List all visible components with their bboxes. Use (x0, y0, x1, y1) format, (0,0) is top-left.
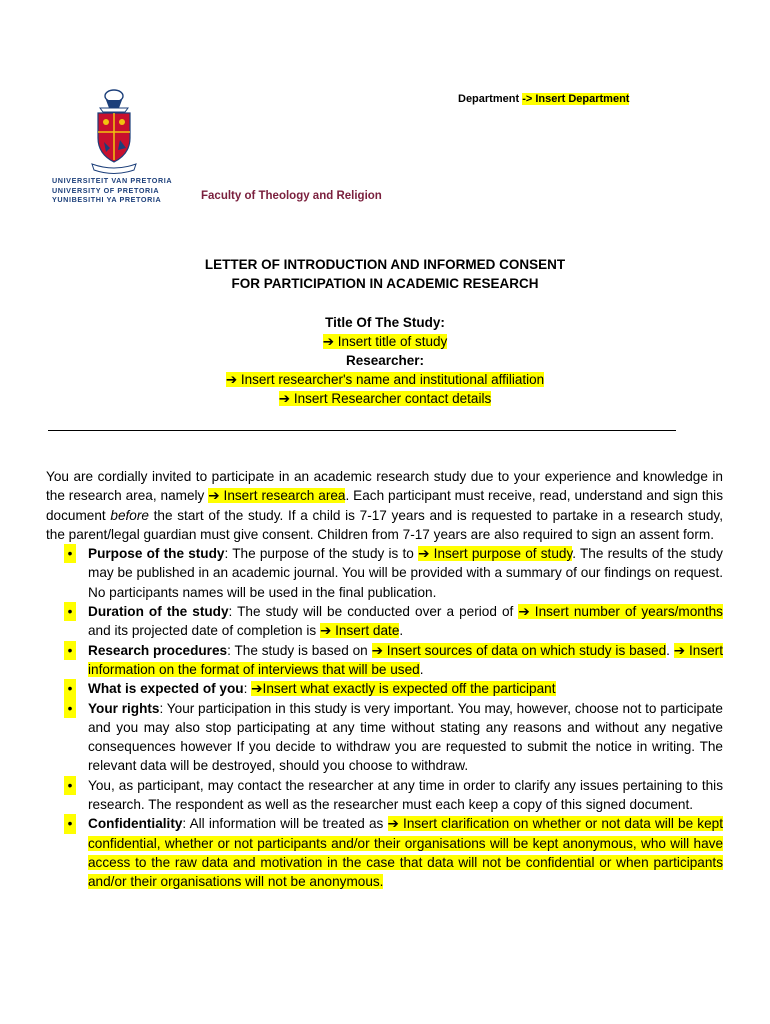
duration-text-2: and its projected date of completion is (88, 623, 320, 639)
expected-placeholder: ➔Insert what exactly is expected off the participant (251, 681, 556, 697)
bullet-marker: • (64, 544, 76, 563)
intro-text-2: . Each participant must receive, read, understand and sign this document (46, 488, 723, 523)
purpose-label: Purpose of the study (88, 546, 225, 562)
list-item-duration (46, 602, 723, 641)
confidentiality-label: Confidentiality (88, 816, 183, 832)
expected-label: What is expected of you (88, 681, 244, 697)
data-sources-placeholder: ➔ Insert sources of data on which study is based (371, 642, 667, 658)
researcher-label: Researcher: (345, 353, 425, 368)
study-title-line (48, 334, 722, 350)
list-item-procedures (46, 641, 723, 680)
university-name-afrikaans: UNIVERSITEIT VAN PRETORIA (52, 176, 173, 185)
interview-format-placeholder: ➔ Insert information on the format of interviews that will be used (88, 642, 723, 677)
bullet-marker: • (64, 679, 76, 698)
procedures-text-1: : The study is based on (227, 642, 372, 658)
study-title-placeholder: ➔ Insert title of study (322, 334, 448, 349)
bullet-marker: • (64, 602, 76, 621)
researcher-contact-placeholder: ➔ Insert Researcher contact details (278, 391, 492, 406)
bullet-marker: • (64, 641, 76, 660)
duration-placeholder: ➔ Insert number of years/months (518, 604, 723, 620)
rights-text: : Your participation in this study is very important. You may, however, choose not to participate and you may also stop participating at any time without stating any reasons and without any negative consequences however If you decide to withdraw you are requested to submit the notice in writing. The relevant data will be destroyed, should you choose to withdraw. (88, 700, 723, 774)
researcher-contact-line (48, 391, 722, 407)
letter-title-line1: LETTER OF INTRODUCTION AND INFORMED CONSENT (204, 257, 566, 272)
list-item-expected (46, 679, 723, 698)
faculty-name: Faculty of Theology and Religion (201, 190, 382, 202)
department-label: Department (458, 93, 523, 105)
coat-of-arms-icon (48, 78, 183, 178)
list-item-purpose (46, 544, 723, 602)
procedures-text-3: . (419, 661, 424, 677)
intro-text-3: the start of the study. If a child is 7-17 years and is requested to partake in a research study, the parent/legal guardian must give consent. Children from 7-17 years are also required to sign an assent form. (46, 507, 723, 542)
purpose-text-1: : The purpose of the study is to (224, 546, 419, 562)
list-item-rights (46, 699, 723, 776)
confidentiality-placeholder: ➔ Insert clarification on whether or not data will be kept confidential, whether or not participants and/or their organisations will be kept anonymous, who will have access to the raw data and motivation in the case that data will not be confidential or when participants and/or their organisations will not be anonymous. (88, 816, 723, 890)
list-item-contact (46, 776, 723, 815)
researcher-line (48, 372, 722, 388)
research-area-placeholder: ➔ Insert research area (208, 488, 346, 504)
intro-before-emphasis: before (110, 507, 149, 523)
rights-label: Your rights (88, 700, 160, 716)
department-line (458, 93, 629, 105)
consent-bullet-list (46, 544, 723, 891)
confidentiality-text-1: : All information will be treated as (182, 816, 388, 832)
bullet-marker: • (64, 776, 76, 795)
letter-body (46, 467, 723, 892)
bullet-marker: • (64, 814, 76, 833)
procedures-text-2: . (666, 642, 674, 658)
study-title-label: Title Of The Study: (325, 315, 445, 330)
duration-text-1: : The study will be conducted over a period of (228, 604, 519, 620)
purpose-placeholder: ➔ Insert purpose of study (418, 546, 573, 562)
intro-paragraph (46, 467, 723, 544)
researcher-placeholder: ➔ Insert researcher's name and institutional affiliation (225, 372, 545, 387)
duration-text-3: . (399, 623, 404, 639)
duration-label: Duration of the study (88, 604, 229, 620)
purpose-text-2: . The results of the study may be published in an academic journal. You will be provided with a summary of our findings on request. No participants names will be used in the final publication. (88, 546, 723, 600)
department-placeholder: -> Insert Department (522, 93, 630, 105)
university-name (52, 176, 172, 205)
university-name-sepedi: YUNIBESITHI YA PRETORIA (52, 195, 162, 204)
expected-text-1: : (243, 681, 252, 697)
contact-text: You, as participant, may contact the researcher at any time in order to clarify any issues pertaining to this research. The respondent as well as the researcher must each keep a copy of this signed document. (88, 777, 723, 813)
procedures-label: Research procedures (88, 642, 228, 658)
letter-title-line2: FOR PARTICIPATION IN ACADEMIC RESEARCH (231, 276, 539, 291)
completion-date-placeholder: ➔ Insert date (319, 623, 400, 639)
intro-text-1: You are cordially invited to participate in an academic research study due to your experience and knowledge in the research area, namely (46, 469, 723, 504)
university-name-english: UNIVERSITY OF PRETORIA (52, 185, 160, 195)
list-item-confidentiality (46, 814, 723, 891)
bullet-marker: • (64, 699, 76, 718)
divider-rule (48, 430, 676, 431)
